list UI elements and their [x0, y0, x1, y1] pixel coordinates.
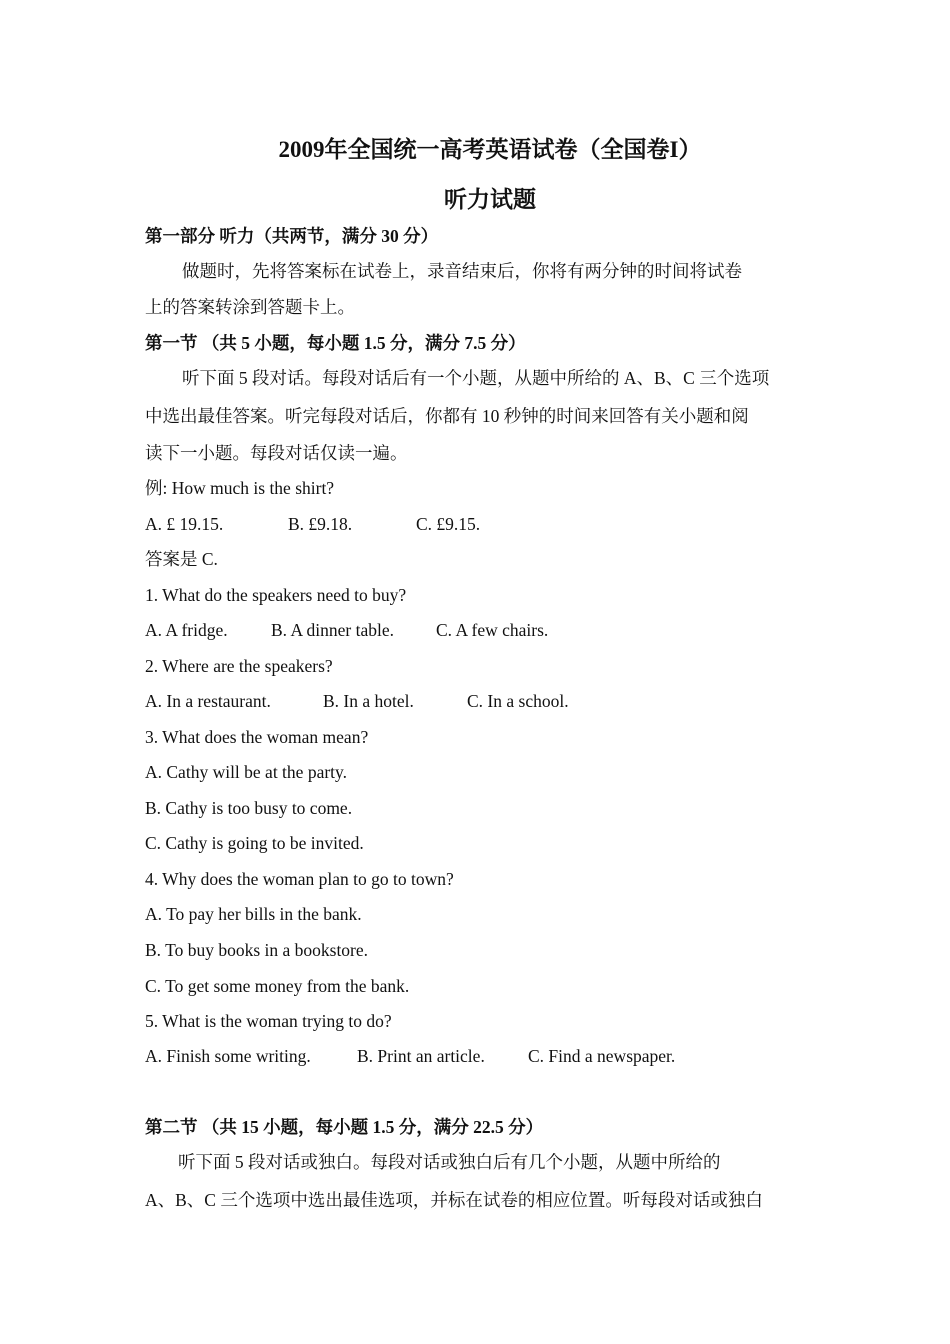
example-question: 例: How much is the shirt?	[145, 478, 335, 498]
part1-instruction-line: 做题时，先将答案标在试卷上，录音结束后，你将有两分钟的时间将试卷	[182, 261, 742, 281]
question-1: 1. What do the speakers need to buy?	[145, 585, 407, 605]
option-b: B. In a hotel.	[323, 691, 414, 711]
page-title: 2009年全国统一高考英语试卷（全国卷I）	[278, 137, 702, 162]
option-a: A. Cathy will be at the party.	[145, 762, 348, 782]
part1-heading: 第一部分 听力（共两节，满分 30 分）	[145, 226, 439, 246]
section1-instruction-line: 读下一小题。每段对话仅读一遍。	[145, 443, 408, 463]
section2-instruction-line: A、B、C 三个选项中选出最佳选项，并标在试卷的相应位置。听每段对话或独白	[145, 1190, 763, 1210]
option-c: C. Find a newspaper.	[528, 1046, 676, 1066]
example-option-a: A. £ 19.15.	[145, 514, 224, 534]
option-b: B. To buy books in a bookstore.	[145, 940, 369, 960]
section1-instruction-line: 听下面 5 段对话。每段对话后有一个小题，从题中所给的 A、B、C 三个选项	[182, 368, 770, 388]
question-5-options	[145, 1045, 675, 1067]
example-option-c: C. £9.15.	[416, 514, 481, 534]
question-1-options	[145, 619, 548, 641]
option-c: C. In a school.	[467, 691, 569, 711]
option-b: B. A dinner table.	[271, 620, 394, 640]
section1-instruction-line: 中选出最佳答案。听完每段对话后，你都有 10 秒钟的时间来回答有关小题和阅	[145, 406, 749, 426]
example-options	[145, 513, 480, 535]
question-4: 4. Why does the woman plan to go to town?	[145, 869, 454, 889]
section1-heading: 第一节 （共 5 小题，每小题 1.5 分，满分 7.5 分）	[145, 333, 526, 353]
example-answer: 答案是 C.	[145, 549, 218, 569]
example-option-b: B. £9.18.	[288, 514, 353, 534]
option-a: A. In a restaurant.	[145, 691, 271, 711]
option-a: A. To pay her bills in the bank.	[145, 904, 362, 924]
question-3: 3. What does the woman mean?	[145, 727, 369, 747]
question-2: 2. Where are the speakers?	[145, 656, 333, 676]
option-b: B. Print an article.	[357, 1046, 485, 1066]
section2-heading: 第二节 （共 15 小题，每小题 1.5 分，满分 22.5 分）	[145, 1117, 544, 1137]
option-a: A. A fridge.	[145, 620, 228, 640]
section2-instruction-line: 听下面 5 段对话或独白。每段对话或独白后有几个小题，从题中所给的	[178, 1152, 721, 1172]
option-c: C. A few chairs.	[436, 620, 549, 640]
option-b: B. Cathy is too busy to come.	[145, 798, 353, 818]
question-5: 5. What is the woman trying to do?	[145, 1011, 392, 1031]
option-c: C. To get some money from the bank.	[145, 976, 410, 996]
page-subtitle: 听力试题	[444, 187, 536, 212]
question-2-options	[145, 690, 569, 712]
option-c: C. Cathy is going to be invited.	[145, 833, 364, 853]
option-a: A. Finish some writing.	[145, 1046, 311, 1066]
part1-instruction-line: 上的答案转涂到答题卡上。	[145, 297, 355, 317]
